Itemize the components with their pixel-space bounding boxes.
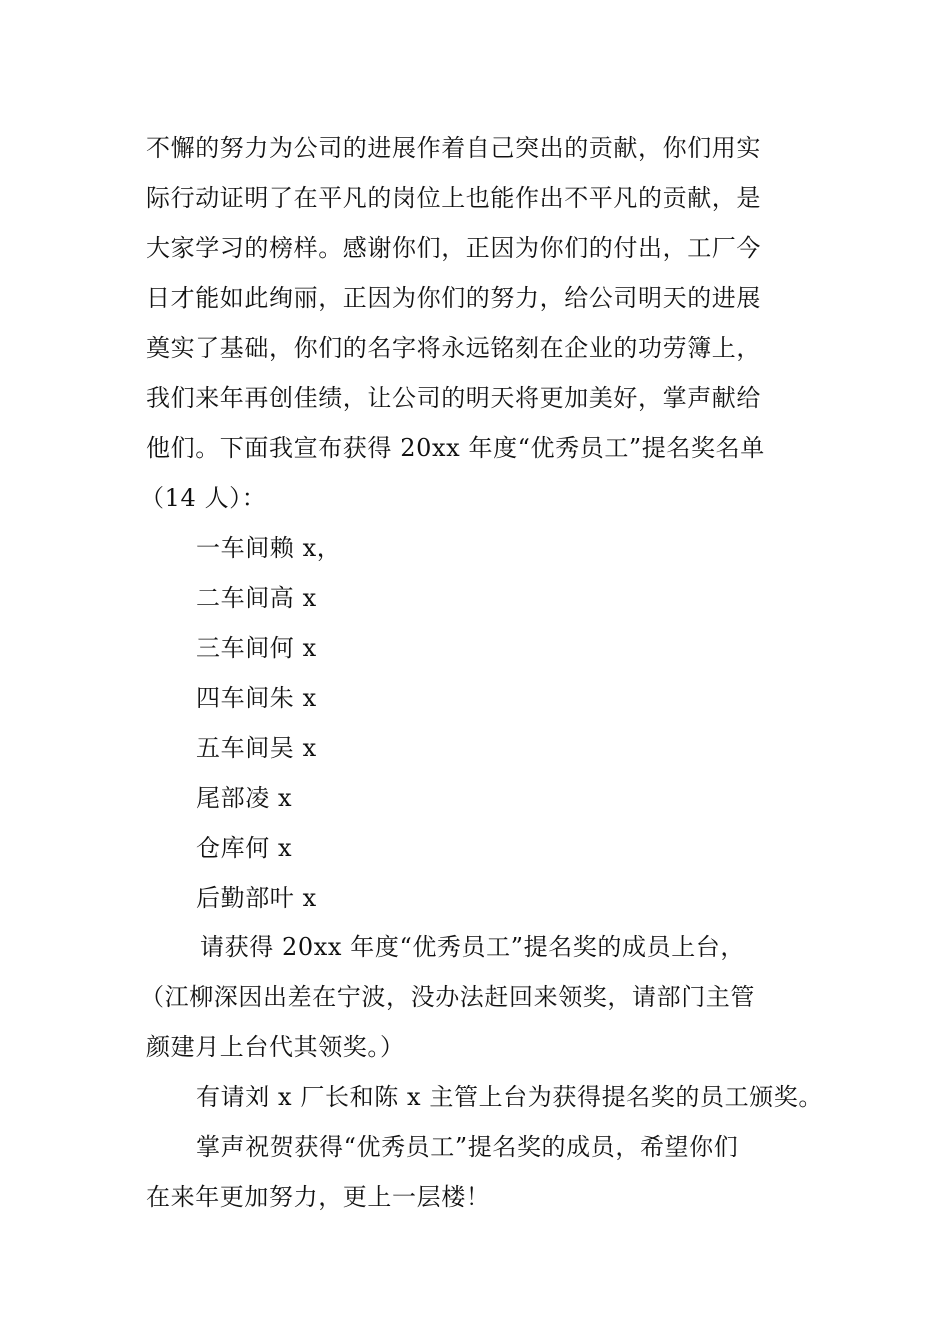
paragraph-line: 奠实了基础，你们的名字将永远铭刻在企业的功劳簿上，	[146, 334, 761, 362]
paragraph-line: 我们来年再创佳绩，让公司的明天将更加美好，掌声献给	[146, 384, 761, 412]
paragraph-line: 请获得 20xx 年度“优秀员工”提名奖的成员上台，	[200, 933, 746, 961]
nominee-item: 仓库何 x	[196, 834, 293, 862]
paragraph-line: 他们。下面我宣布获得 20xx 年度“优秀员工”提名奖名单	[146, 434, 765, 462]
paragraph-line: 际行动证明了在平凡的岗位上也能作出不平凡的贡献，是	[146, 184, 761, 212]
paragraph-line: 颜建月上台代其领奖。）	[146, 1033, 405, 1061]
paragraph-line: 不懈的努力为公司的进展作着自己突出的贡献，你们用实	[146, 134, 761, 162]
paragraph-line: 日才能如此绚丽，正因为你们的努力，给公司明天的进展	[146, 284, 761, 312]
nominee-item: 五车间吴 x	[196, 734, 317, 762]
nominee-item: 四车间朱 x	[196, 684, 317, 712]
paragraph-line: 在来年更加努力，更上一层楼！	[146, 1183, 491, 1211]
nominee-item: 尾部凌 x	[196, 784, 293, 812]
paragraph-line: （江柳深因出差在宁波，没办法赶回来领奖，请部门主管	[140, 983, 755, 1011]
paragraph-line: 大家学习的榜样。感谢你们，正因为你们的付出，工厂今	[146, 234, 761, 262]
nominee-item: 二车间高 x	[196, 584, 317, 612]
paragraph-line: 掌声祝贺获得“优秀员工”提名奖的成员，希望你们	[196, 1133, 739, 1161]
nominee-item: 后勤部叶 x	[196, 884, 317, 912]
paragraph-line: 有请刘 x 厂长和陈 x 主管上台为获得提名奖的员工颁奖。	[196, 1083, 823, 1111]
paragraph-line: （14 人）：	[140, 484, 267, 512]
nominee-item: 一车间赖 x，	[196, 534, 342, 562]
nominee-item: 三车间何 x	[196, 634, 317, 662]
